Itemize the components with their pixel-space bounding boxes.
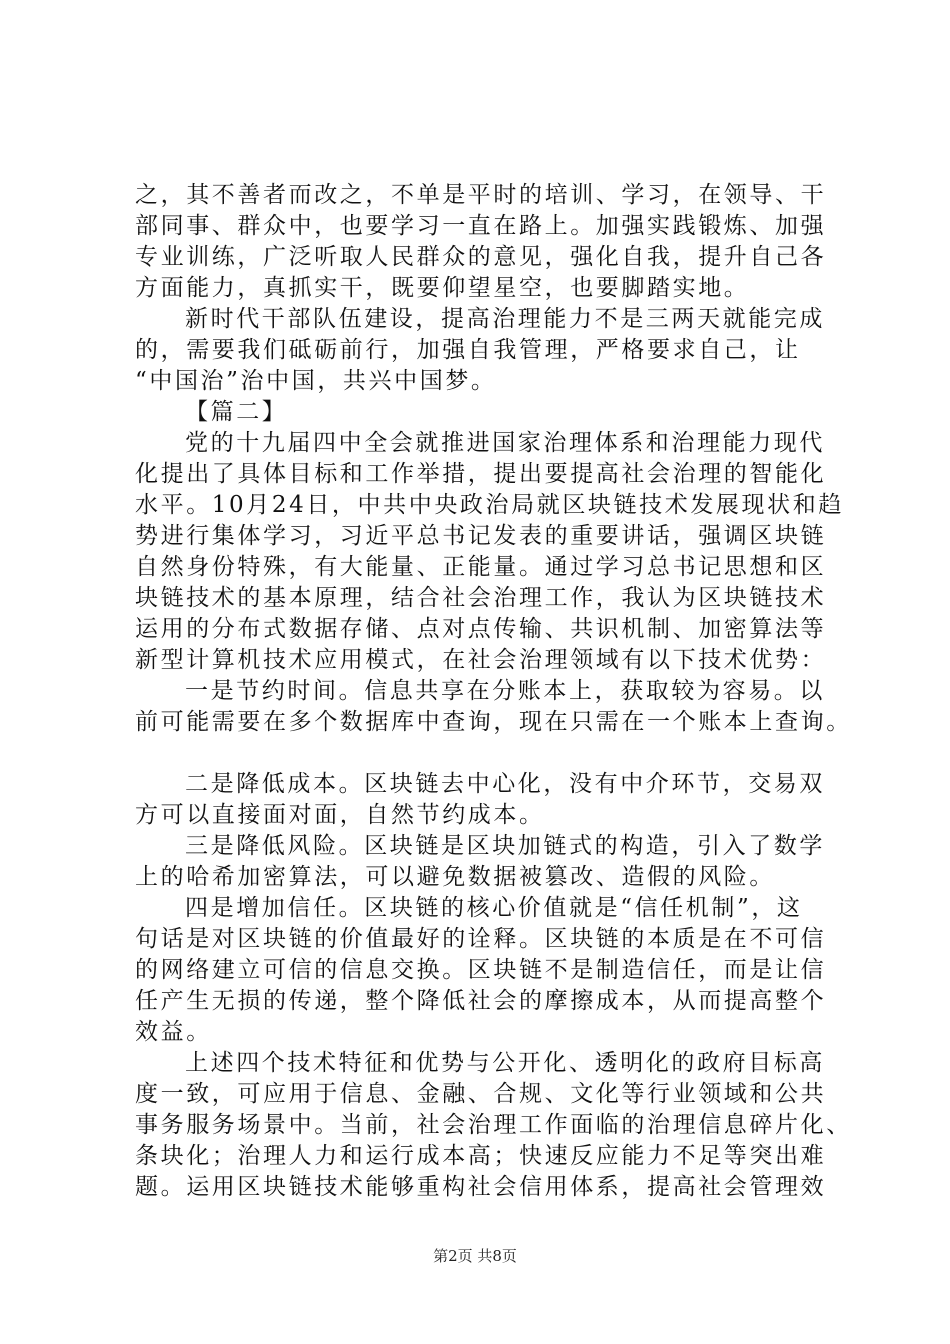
text-line: 事务服务场景中。当前，社会治理工作面临的治理信息碎片化、 bbox=[135, 1112, 852, 1138]
text-line: 方可以直接面对面，自然节约成本。 bbox=[135, 802, 545, 828]
text-line: 任产生无损的传递，整个降低社会的摩擦成本，从而提高整个 bbox=[135, 988, 827, 1014]
page-number-footer: 第2页 共8页 bbox=[433, 1247, 517, 1265]
text-line: 的，需要我们砥砺前行，加强自我管理，严格要求自己，让 bbox=[135, 337, 801, 363]
text-line: 上述四个技术特征和优势与公开化、透明化的政府目标高 bbox=[185, 1050, 825, 1076]
text-line: 题。运用区块链技术能够重构社会信用体系，提高社会管理效 bbox=[135, 1174, 827, 1200]
text-line: 四是增加信任。区块链的核心价值就是“信任机制”，这 bbox=[185, 895, 803, 921]
text-line: 新时代干部队伍建设，提高治理能力不是三两天就能完成 bbox=[185, 306, 825, 332]
text-line: “中国治”治中国，共兴中国梦。 bbox=[135, 368, 497, 394]
text-line: 方面能力，真抓实干，既要仰望星空，也要脚踏实地。 bbox=[135, 275, 750, 301]
body-text bbox=[135, 180, 852, 1203]
text-line: 二是降低成本。区块链去中心化，没有中介环节，交易双 bbox=[185, 771, 825, 797]
text-line: 一是节约时间。信息共享在分账本上，获取较为容易。以 bbox=[185, 678, 825, 704]
text-line: 之，其不善者而改之，不单是平时的培训、学习，在领导、干 bbox=[135, 182, 827, 208]
text-line: 专业训练，广泛听取人民群众的意见，强化自我，提升自己各 bbox=[135, 244, 827, 270]
text-line: 运用的分布式数据存储、点对点传输、共识机制、加密算法等 bbox=[135, 616, 827, 642]
text-line: 党的十九届四中全会就推进国家治理体系和治理能力现代 bbox=[185, 430, 825, 456]
text-line: 化提出了具体目标和工作举措，提出要提高社会治理的智能化 bbox=[135, 461, 827, 487]
text-line: 部同事、群众中，也要学习一直在路上。加强实践锻炼、加强 bbox=[135, 213, 827, 239]
text-line: 效益。 bbox=[135, 1019, 212, 1045]
text-line: 度一致，可应用于信息、金融、合规、文化等行业领域和公共 bbox=[135, 1081, 827, 1107]
text-line: 的网络建立可信的信息交换。区块链不是制造信任，而是让信 bbox=[135, 957, 827, 983]
text-line: 三是降低风险。区块链是区块加链式的构造，引入了数学 bbox=[185, 833, 825, 859]
text-line: 上的哈希加密算法，可以避免数据被篡改、造假的风险。 bbox=[135, 864, 775, 890]
text-line: 句话是对区块链的价值最好的诠释。区块链的本质是在不可信 bbox=[135, 926, 827, 952]
text-line: 前可能需要在多个数据库中查询，现在只需在一个账本上查询。 bbox=[135, 709, 852, 735]
blank-line bbox=[135, 738, 835, 769]
text-line: 块链技术的基本原理，结合社会治理工作，我认为区块链技术 bbox=[135, 585, 827, 611]
text-line: 条块化；治理人力和运行成本高；快速反应能力不足等突出难 bbox=[135, 1143, 827, 1169]
text-line: 水平。10月24日，中共中央政治局就区块链技术发展现状和趋 bbox=[135, 492, 844, 518]
text-line: 自然身份特殊，有大能量、正能量。通过学习总书记思想和区 bbox=[135, 554, 827, 580]
section-heading: 【篇二】 bbox=[185, 399, 288, 425]
text-line: 势进行集体学习，习近平总书记发表的重要讲话，强调区块链 bbox=[135, 523, 827, 549]
text-line: 新型计算机技术应用模式，在社会治理领域有以下技术优势： bbox=[135, 647, 827, 673]
